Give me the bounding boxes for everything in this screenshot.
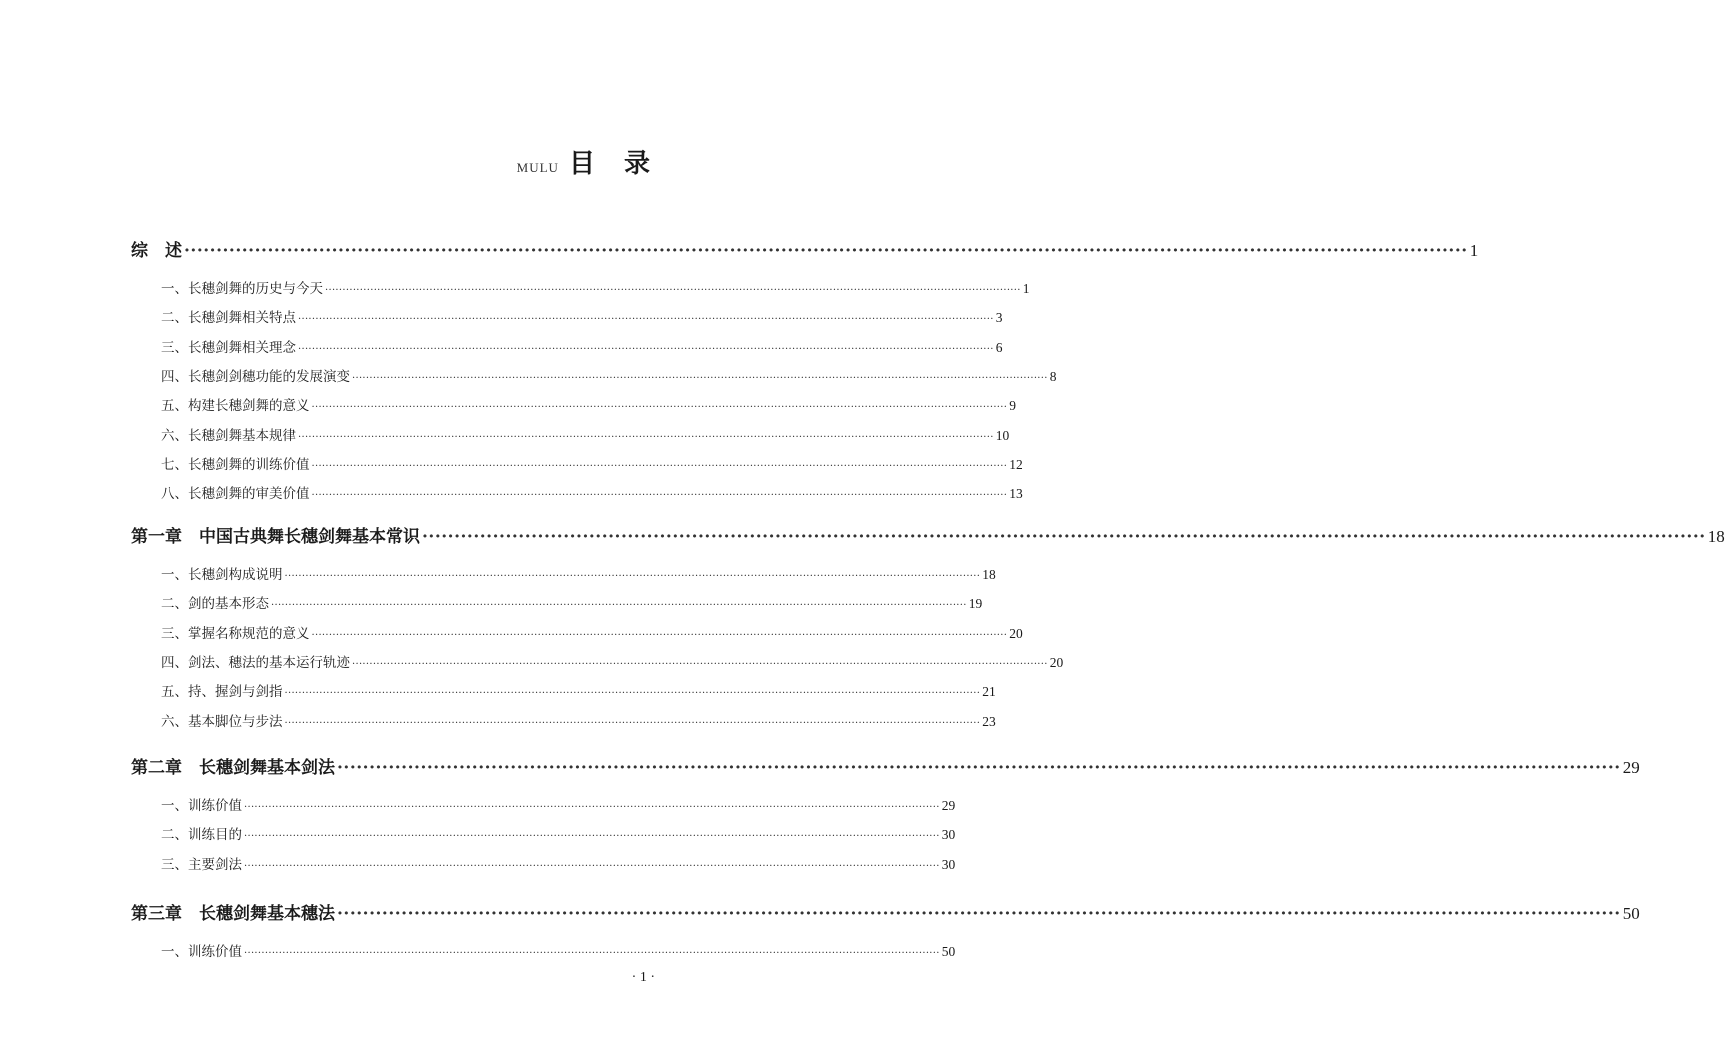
dot-leader: ········································································································································································································ [337,758,1621,778]
item-title: 一、长穗剑构成说明 [161,567,283,583]
item-page-number: 13 [1009,486,1023,502]
toc-item-entry[interactable] [131,482,1023,503]
toc-item-entry[interactable] [131,794,956,814]
toc-item-entry[interactable] [131,424,1010,444]
item-title: 八、长穗剑舞的审美价值 [161,486,310,503]
item-title: 二、训练目的 [161,827,242,844]
dot-leader: ········································································································································································································ [244,831,940,843]
dot-leader: ········································································································································································································ [352,372,1048,384]
dot-leader: ········································································································································································································ [184,241,1468,261]
item-title: 四、剑法、穗法的基本运行轨迹 [161,654,350,671]
dot-leader: ········································································································································································································ [284,717,981,729]
dot-leader: ········································································································································································································ [311,629,1008,641]
item-title: 二、长穗剑舞相关特点 [161,310,296,327]
dot-leader: ········································································································································································································ [311,402,1008,414]
dot-leader: ········································································································································································································ [244,860,940,872]
item-page-number: 50 [941,944,956,959]
item-title: 六、长穗剑舞基本规律 [161,427,296,444]
header-pinyin: MULU [516,160,559,175]
item-page-number: 18 [982,567,996,582]
chapter-title: 第一章 中国古典舞长穗剑舞基本常识 [131,527,420,547]
dot-leader: ········································································································································································································ [311,460,1008,472]
dot-leader: ········································································································································································································ [311,490,1008,502]
item-page-number: 20 [1009,625,1023,641]
page-number: · 1 · [631,970,655,985]
toc-item-entry[interactable] [131,277,1030,297]
dot-leader: ········································································································································································································ [298,343,994,355]
item-page-number: 9 [1009,398,1016,414]
toc-item-entry[interactable] [131,622,1023,642]
chapter-title: 第三章 长穗剑舞基本穗法 [131,904,335,924]
dot-leader: ········································································································································································································ [298,314,994,326]
item-title: 三、长穗剑舞相关理念 [161,339,296,356]
dot-leader: ········································································································································································································ [352,658,1048,670]
item-title: 七、长穗剑舞的训练价值 [161,456,310,473]
toc-header [517,143,660,180]
dot-leader: ········································································································································································································ [284,571,981,582]
toc-item-entry[interactable] [131,680,996,701]
dot-leader: ········································································································································································································ [325,285,1021,296]
item-title: 二、剑的基本形态 [161,596,269,613]
toc-item-entry[interactable] [131,651,1064,671]
toc-item-entry[interactable] [131,336,1003,356]
toc-item-entry[interactable] [131,592,983,613]
dot-leader: ········································································································································································································ [284,688,981,700]
toc-chapter-entry[interactable] [131,899,1640,924]
item-page-number: 21 [982,684,996,700]
chapter-page-number: 50 [1622,904,1640,923]
toc-item-entry[interactable] [131,563,996,583]
item-page-number: 1 [1022,281,1030,296]
item-page-number: 3 [995,310,1003,326]
toc-chapter-entry[interactable] [131,753,1640,778]
toc-item-entry[interactable] [131,940,956,960]
chapter-page-number: 18 [1707,527,1725,546]
item-title: 五、持、握剑与剑指 [161,684,283,701]
toc-item-entry[interactable] [131,394,1016,415]
item-page-number: 19 [968,596,983,612]
chapter-page-number: 1 [1469,241,1479,260]
item-title: 一、训练价值 [161,798,242,814]
item-page-number: 30 [941,856,956,872]
item-title: 一、长穗剑舞的历史与今天 [161,281,323,297]
toc-chapter-entry[interactable] [131,522,1725,547]
toc-item-entry[interactable] [131,453,1023,473]
chapter-page-number: 29 [1622,758,1640,777]
item-page-number: 20 [1049,654,1064,670]
item-title: 四、长穗剑剑穗功能的发展演变 [161,368,350,385]
item-page-number: 12 [1009,456,1023,472]
item-title: 六、基本脚位与步法 [161,713,283,730]
item-title: 一、训练价值 [161,944,242,960]
toc-item-entry[interactable] [131,365,1057,385]
item-title: 五、构建长穗剑舞的意义 [161,398,310,415]
item-title: 三、掌握名称规范的意义 [161,625,310,642]
dot-leader: ········································································································································································································ [422,527,1706,547]
item-page-number: 8 [1049,368,1057,384]
dot-leader: ········································································································································································································ [337,904,1621,924]
dot-leader: ········································································································································································································ [298,431,994,443]
item-page-number: 30 [941,827,956,843]
dot-leader: ········································································································································································································ [244,802,940,813]
toc-chapter-entry[interactable] [131,236,1479,261]
item-page-number: 6 [995,339,1003,355]
item-page-number: 10 [995,427,1010,443]
item-page-number: 29 [941,798,956,813]
toc-item-entry[interactable] [131,710,996,730]
item-page-number: 23 [982,713,996,729]
toc-item-entry[interactable] [131,306,1003,327]
chapter-title: 综 述 [131,241,182,261]
toc-item-entry[interactable] [131,823,956,844]
toc-item-entry[interactable] [131,853,956,873]
page-title: 目 录 [568,149,660,179]
dot-leader: ········································································································································································································ [271,600,967,612]
chapter-title: 第二章 长穗剑舞基本剑法 [131,758,335,778]
dot-leader: ········································································································································································································ [244,948,940,959]
item-title: 三、主要剑法 [161,856,242,873]
